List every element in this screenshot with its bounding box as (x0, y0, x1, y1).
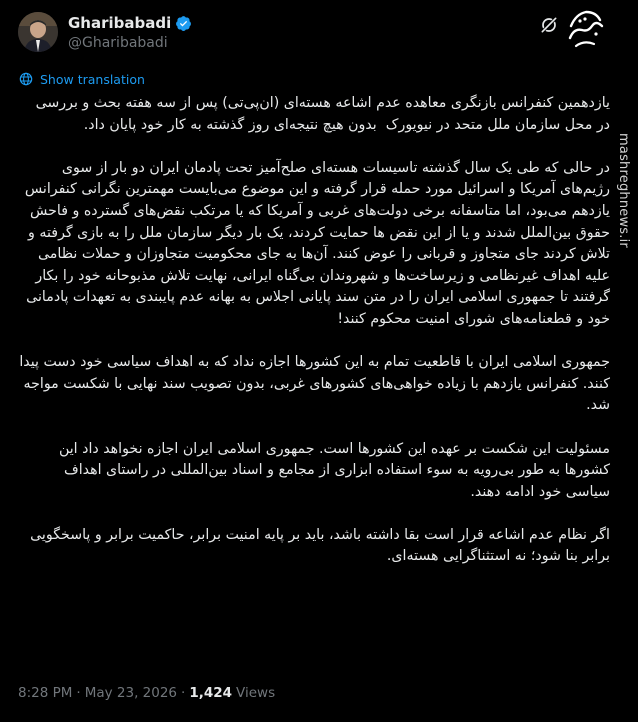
tweet-paragraph: یازدهمین کنفرانس بازنگری معاهده عدم اشاعه هسته‌ای (ان‌پی‌تی) پس از سه هفته بحث و بررسی در محل سازمان ملل متحد در نیویورک بدون هیچ نتیجه‌ای روز گذشته به کار خود پایان داد. (31, 95, 610, 133)
views-count: 1,424 (189, 685, 233, 701)
author-handle[interactable]: @Gharibabadi (68, 35, 168, 51)
tweet-paragraph: در حالی که طی یک سال گذشته تاسیسات هسته‌ای صلح‌آمیز تحت پادمان ایران دو بار از سوی رژیم‌های آمریکا و اسرائیل مورد حمله قرار گرفته و این موضوع می‌بایست مهمترین نگرانی کنفرانس یازدهم می‌بود، اما متاسفانه برخی دولت‌های غربی و آمریکا که یا مرتکب نقض‌های گسترده و فاحش حقوق بین‌الملل شدند و یا از این نقض ها حمایت کردند، یک بار دیگر سازمان ملل را به بازی گرفته و تلاش کردند جای متجاوز و قربانی را عوض کنند. آن‌ها به جای محکومیت متجاوزان و حملات نظامی علیه اهداف غیرنظامی و زیرساخت‌ها و شهروندان بی‌گناه ایرانی، نهایت تلاش مذبوحانه خود را بکار گرفتند تا جمهوری اسلامی ایران را در متن سند پایانی اجلاس به بهانه عدم پایبندی به تعهدات پادمانی خود و قطعنامه‌های شورای امنیت محکوم کنند! (20, 159, 610, 327)
show-translation-label[interactable]: Show translation (40, 71, 145, 87)
grok-icon[interactable] (539, 15, 559, 35)
side-watermark-text: mashreghnews.ir (615, 132, 631, 248)
views-label: Views (236, 685, 276, 701)
tweet-paragraph: جمهوری اسلامی ایران با قاطعیت تمام به این کشورها اجازه نداد که به اهداف سیاسی خود دست پیدا کنند. کنفرانس یازدهم با زیاده خواهی‌های کشورهای غربی، بدون تصویب سند نهایی با شکست مواجه شد. (14, 354, 610, 414)
tweet-meta (18, 685, 275, 701)
meta-separator: · (181, 685, 186, 701)
display-name[interactable]: Gharibabadi (68, 14, 172, 32)
meta-separator: · (76, 685, 81, 701)
tweet-text (14, 93, 610, 590)
tweet-paragraph: مسئولیت این شکست بر عهده این کشورها است. جمهوری اسلامی ایران اجازه نخواهد داد این کشورها به طور بی‌رویه به سوء استفاده ابزاری از مجامع و اسناد بین‌المللی در راستای اهداف سیاسی خود ادامه دهند. (54, 440, 610, 500)
show-translation-link[interactable] (18, 71, 145, 87)
tweet-paragraph: اگر نظام عدم اشاعه قرار است بقا داشته باشد، باید بر پایه امنیت برابر، حاکمیت برابر و پاسخگویی برابر بنا شود؛ نه استثناگرایی هسته‌ای. (25, 526, 610, 565)
tweet-time[interactable]: 8:28 PM (18, 685, 73, 701)
globe-icon (18, 71, 34, 87)
mashregh-logo-icon (566, 4, 606, 52)
avatar-image (18, 12, 58, 52)
avatar[interactable] (18, 12, 58, 52)
side-watermark (612, 60, 634, 320)
verified-badge-icon (175, 15, 192, 32)
tweet-date[interactable]: May 23, 2026 (84, 685, 178, 701)
author-name-row[interactable] (68, 14, 192, 32)
